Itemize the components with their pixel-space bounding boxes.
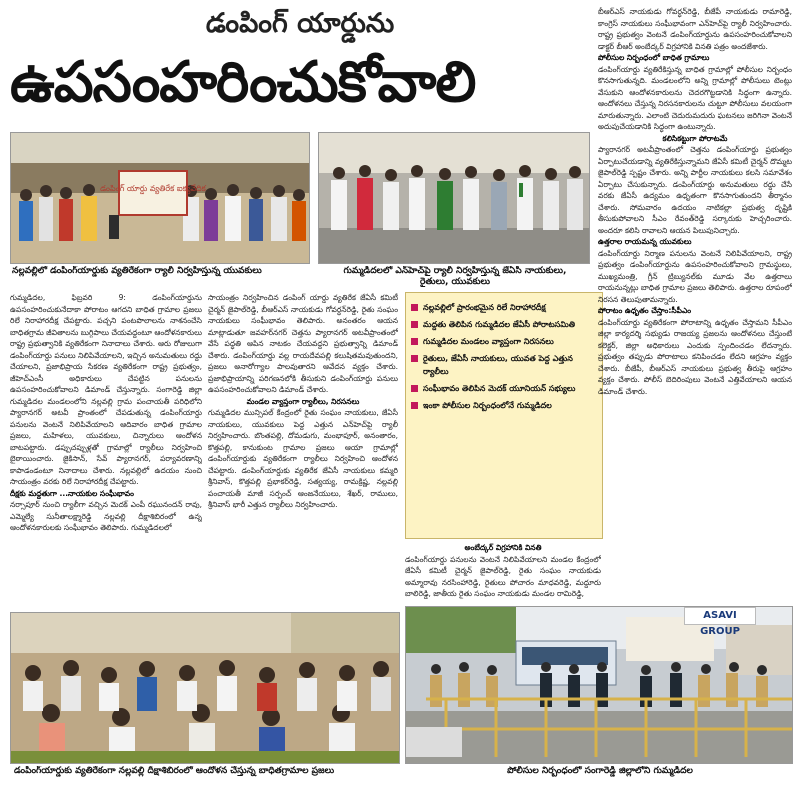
bullet-square-icon bbox=[411, 402, 418, 409]
article-column-2 bbox=[208, 292, 398, 604]
article-kicker: డంపింగ్ యార్డును bbox=[205, 8, 395, 39]
article-column-1 bbox=[10, 292, 202, 604]
highlight-item: మద్దతు తెలిపిన గుమ్మడిదల జేఏసీ పోరాటసమితి bbox=[410, 318, 596, 331]
article-paragraph: నర్సాపూర్ నుంచి ర్యాలీగా వచ్చిన మెదక్ ఎంపీ రఘునందన్ రావు, ఎమ్మెల్యే సునీతాలక్ష్మారెడ్డి నల్లవల్లి దీక్షాశిబిరంలో ఉన్న ఆందోళనకారులకు సంఘీభావం తెలిపారు. గుమ్మడిదలలో bbox=[10, 500, 202, 532]
article-paragraph: డంపింగ్‌యార్డు వ్యతిరేకంగా పోరాటాన్ని ఉధృతం చేస్తామని సీపీఎం జిల్లా కార్యదర్శి సభ్యుడు రాజయ్య ప్రజలను ఆందోళనలు చేస్తుంటే కలెక్టర్, జిల్లా అధికారులు ఎందుకు స్పందించడం లేదన్నారు. ప్రభుత్వం తప్పుడు పోరాటాలు కనిపించడం లేదని ఆగ్రహం వ్యక్తం చేశారు. బీజేపీ, బీఆర్‌ఎస్ నాయకులు ప్రభుత్వ తీరుపై ఆగ్రహం వ్యక్తం చేశారు. పోలీస్ బెదిరింపులు వెంటనే ఎత్తివేయాలని ఆయన డిమాండ్ చేశారు. bbox=[598, 317, 792, 396]
caption-photo1: నల్లవల్లిలో డంపింగ్‌యార్డుకు వ్యతిరేకంగా ర్యాలీ నిర్వహిస్తున్న యువకులు bbox=[12, 266, 262, 276]
bullet-square-icon bbox=[411, 321, 418, 328]
highlight-item: గుమ్మడిదల మండలం వ్యాప్తంగా నిరసనలు bbox=[410, 335, 596, 348]
article-paragraph: సాయంత్రం నిర్వహించిన డంపింగ్ యార్డు వ్యతిరేక జేఏసీ కమిటీ చైర్మన్ జైపాల్‌రెడ్డి, బీఆర్‌ఎస్ నాయకుడు గోవర్ధన్‌రెడ్డి, రైతు సంఘం నాయకులు సంఘీభావం తెలిపారు. అనంతరం ఆయన మాట్లాడుతూ జవహర్‌నగర్ చెత్తను ప్యారానగర్ అటవీప్రాంతంలో వేసే పద్ధతి ఆపిన నాటకం చేయవద్దని ప్రభుత్వాన్ని డిమాండ్ చేశారు. డంపింగ్‌యార్డు వల్ల రాయదేవపల్లి కలుషితమవుతుందని, ప్రజలు అనారోగ్యాల పాలవుతారని ఆవేదన వ్యక్తం చేశారు. ప్రజాభిప్రాయాన్ని పరిగణనలోకి తీసుకుని డంపింగ్‌యార్డు పనులు ఉపసంహరించుకోవాలని డిమాండ్ చేశారు. bbox=[208, 293, 398, 394]
article-paragraph: బీఆర్‌ఎస్ నాయకుడు గోవర్ధన్‌రెడ్డి, బీజేపీ నాయకుడు రామారెడ్డి, కాంగ్రెస్ నాయకులు సంఘీభావంగా ఎన్‌హెచ్‌పై ర్యాలీ నిర్వహించారు. రాష్ట్ర ప్రభుత్వం వెంటనే డంపింగ్‌యార్డును ఉపసంహరించుకోవాలని డాక్టర్ బీఆర్ అంబేద్కర్ విగ్రహానికి వినతి పత్రం అందజేశారు. bbox=[598, 7, 792, 51]
article-subheading: ఉత్తరాల రాయమన్న యువకులు bbox=[598, 237, 692, 246]
asavi-group-sign: ASAVI GROUP bbox=[684, 607, 756, 625]
bullet-square-icon bbox=[411, 385, 418, 392]
photo-rally-gummadidala bbox=[318, 132, 590, 264]
article-paragraph: గుమ్మడిదల మున్సిపల్ కేంద్రంలో రైతు సంఘం నాయకులు, జేఏసీ నాయకులు, యువకులు పెద్ద ఎత్తున ఎన్‌హెచ్‌పై ర్యాలీ నిర్వహించారు. బొంతపల్లి, దోమడుగు, మంభాపూర్, అనంతారం, కొత్తపల్లి, కానుకుంట గ్రామాల ప్రజలు ఆయా గ్రామాల్లో డంపింగ్‌యార్డుకు వ్యతిరేకంగా ర్యాలీలు నిర్వహించి ఆందోళన చేపట్టారు. డంపింగ్‌యార్డుకు వ్యతిరేక జేఏసీ నాయకులు కమ్మరి శ్రీనివాస్, కొత్తపల్లి ప్రభాకర్‌రెడ్డి, సత్యయ్య, రామక్రిష్ణ, నల్లవల్లి పంచాయతీ మాజీ సర్పంచ్ ఆంజనేయులు, శేఖర్, రాములు, శ్రీనివాస్ భారీ ఎత్తున ర్యాలీలు నిర్వహించారు. bbox=[208, 408, 398, 509]
highlight-item: సంఘీభావం తెలిపిన మెదక్ యూనియన్ సభ్యులు bbox=[410, 382, 596, 395]
article-subheading: దీక్షకు మద్దతుగా ...నాయకుల సంఘీభావం bbox=[10, 488, 134, 498]
article-subheading: పోలీసుల నిర్బంధంలో బాధిత గ్రామాలు bbox=[598, 53, 710, 62]
article-paragraph: డంపింగ్‌యార్డు పనులను వెంటనే నిలిపివేయాలని మండల కేంద్రంలో జేఏసీ కమిటీ చైర్మన్ జైపాల్‌రెడ్డి, రైతు సంఘం నాయకుడు అమ్మారావు నరసింహారెడ్డి, రైతులు పోచారం మాధవరెడ్డి, మద్దూరు బాలిరెడ్డి, జాతీయ రైతు సంఘం నాయకుడు మండల రామిరెడ్డి, bbox=[405, 554, 601, 598]
highlights-box bbox=[405, 292, 603, 539]
article-subheading: పోరాటం ఉధృతం చేస్తాం:సీపీఎం bbox=[598, 306, 692, 315]
highlight-item: నల్లవల్లిలో ప్రారంభమైన రిలే నిరాహారదీక్ష bbox=[410, 301, 596, 314]
photo-rally-nallavalli bbox=[10, 132, 310, 264]
article-column-2b bbox=[405, 542, 601, 604]
caption-photo3: డంపింగ్‌యార్డుకు వ్యతిరేకంగా నల్లవల్లి దీక్షాశిబిరంలో ఆందోళన చేస్తున్న బాధితగ్రామాల ప్రజలు bbox=[14, 766, 335, 776]
photo-police-bandobast bbox=[405, 606, 793, 764]
article-column-3 bbox=[598, 6, 792, 604]
caption-photo2: గుమ్మడిదలలో ఎన్‌హెచ్‌పై ర్యాలీ నిర్వహిస్తున్న జేఏసీ నాయకులు, రైతులు, యువకులు bbox=[343, 266, 567, 287]
bullet-square-icon bbox=[411, 355, 418, 362]
bullet-square-icon bbox=[411, 338, 418, 345]
highlight-item: ఇంకా పోలీసుల నిర్బంధంలోనే గుమ్మడిదల bbox=[410, 399, 596, 412]
bullet-square-icon bbox=[411, 304, 418, 311]
article-headline: ఉపసంహరించుకోవాలి bbox=[10, 50, 476, 115]
article-paragraph: డంపింగ్‌యార్డు వ్యతిరేకిస్తున్న బాధిత గ్రామాల్లో పోలీసుల నిర్బంధం కొనసాగుతున్నది. మండలంలోని అన్ని గ్రామాల్లో పోలీసులు టెంట్లు వేసుకుని ఆందోళనకారులను చెదరగొట్టడానికి సిద్ధంగా ఉన్నారు. ఆందోళనలు చేస్తున్న నిరసనకారులను చుట్టూ పోలీసులు వలయంగా మారుతున్నారు. ఎలాంటి చెదురుమదురు ఘటనలు జరిగినా వెంటనే అదుపుచేయడానికి సిద్ధంగా ఉంటున్నారు. bbox=[598, 64, 792, 131]
article-paragraph: గుమ్మడిదల, ఫిబ్రవరి 9: డంపింగ్‌యార్డును ఉపసంహరించుకునేదాకా పోరాటం ఆగదని బాధిత గ్రామాల ప్రజలు రిలే నిరాహారదీక్ష చేపట్టారు. పచ్చని పంటపొలాలను నాశనంచేసి బాధితగ్రామ జీవితాలను బుగ్గిపాలు చేయవద్దంటూ ఆందోళనకారులు రాష్ట్ర ప్రభుత్వానికి వ్యతిరేకంగా నినాదాలు చేశారు. ఆరు రోజులుగా డంపింగ్‌యార్డు పనులు నిలిపివేయాలని, ఇచ్చిన అనుమతులు రద్దు చేయాలని, ప్రజాభిప్రాయ సేకరణ వ్యతిరేకంగా రాష్ట్ర ప్రభుత్వం, జీహెచ్‌ఎంసీ అధికారులు చేపట్టిన పనులను ఉపసంహరించుకోవాలని డిమాండ్ చేస్తున్నారు. సంగారెడ్డి జిల్లా గుమ్మడిదల మండలంలోని నల్లవల్లి గ్రామ పంచాయతీ పరిధిలోని ప్యారానగర్ అటవీ ప్రాంతంలో చేపడుతున్న డంపింగ్‌యార్డు పనులను వెంటనే నిలిపివేయాలని ఆదివారం బాధిత గ్రామాల ప్రజలు, మహిళలు, యువకులు, చిన్నారులు ఆందోళన బాటపట్టారు. డప్పుచప్పుళ్లతో గ్రామాల్లో ర్యాలీలు నిర్వహించి బైఠాయించారు. జైకిసాన్, సేవ్ ప్యారానగర్, పర్యావరణాన్ని కాపాడండంటూ నినాదాలు చేశారు. నల్లవల్లిలో ఉదయం నుంచి సాయంత్రం వరకు రిలే నిరాహారదీక్ష చేపట్టారు. bbox=[10, 293, 202, 486]
rally-banner-text: డంపింగ్ యార్డు వ్యతిరేక ఐక్యవేదిక bbox=[100, 184, 206, 193]
highlight-item: రైతులు, జేఏసీ నాయకులు, యువత పెద్ద ఎత్తున ర్యాలీలు bbox=[410, 352, 596, 378]
article-subheading: అంబేద్కర్ విగ్రహానికి వినతి bbox=[464, 543, 542, 552]
article-subheading: కలిసికట్టుగా పోరాటమే bbox=[662, 133, 728, 143]
article-paragraph: ప్యారానగర్ అటవీప్రాంతంలో చెత్తను డంపింగ్‌యార్డు ప్రభుత్వం ఏర్పాటుచేయడాన్ని వ్యతిరేకిస్తున్నామని జేఏసీ కమిటీ చైర్మన్ దొమ్మట జైపాల్‌రెడ్డి స్పష్టం చేశారు. అన్ని పార్టీల నాయకులు కలసి సమావేశం ఏర్పాటు చేసుకున్నారు. డంపింగ్‌యార్డు అనుమతులు రద్దు చేసే వరకు జేఏసీ ఉద్యమం ఉధృతంగా కొనసాగుతుందని తీర్మానం చేశారు. సోమవారం ఉదయం నాటికల్లా ప్రభుత్వ దృష్టికి తీసుకుపోవాలని సీఎం రేవంత్‌రెడ్డి సర్కారుకు హెచ్చరించారు. అందరూ కలిసి రావాలని ఆయన పిలుపునిచ్చారు. bbox=[598, 145, 792, 235]
caption-photo4: పోలీసుల నిర్బంధంలో సంగారెడ్డి జిల్లాలోని గుమ్మడిదల bbox=[507, 766, 693, 776]
photo-protest-camp bbox=[10, 612, 400, 764]
article-paragraph: డంపింగ్‌యార్డు నిర్మాణ పనులను వెంటనే నిలిపివేయాలని, రాష్ట్ర ప్రభుత్వం డంపింగ్‌యార్డును ఉపసంహరించుకోవాలని గ్రామస్థులు, ముఖ్యమంత్రి, గ్రీన్ ట్రిబ్యునల్‌కు మూడు వేల ఉత్తరాలు రాయనున్నట్లు బాధిత గ్రామాల ప్రజలు తెలిపారు. ఉత్తరాల రూపంలో నిరసన తెలుపుతామన్నారు. bbox=[598, 248, 792, 304]
article-subheading: మండల వ్యాప్తంగా ర్యాలీలు, నిరసనలు bbox=[246, 396, 360, 406]
